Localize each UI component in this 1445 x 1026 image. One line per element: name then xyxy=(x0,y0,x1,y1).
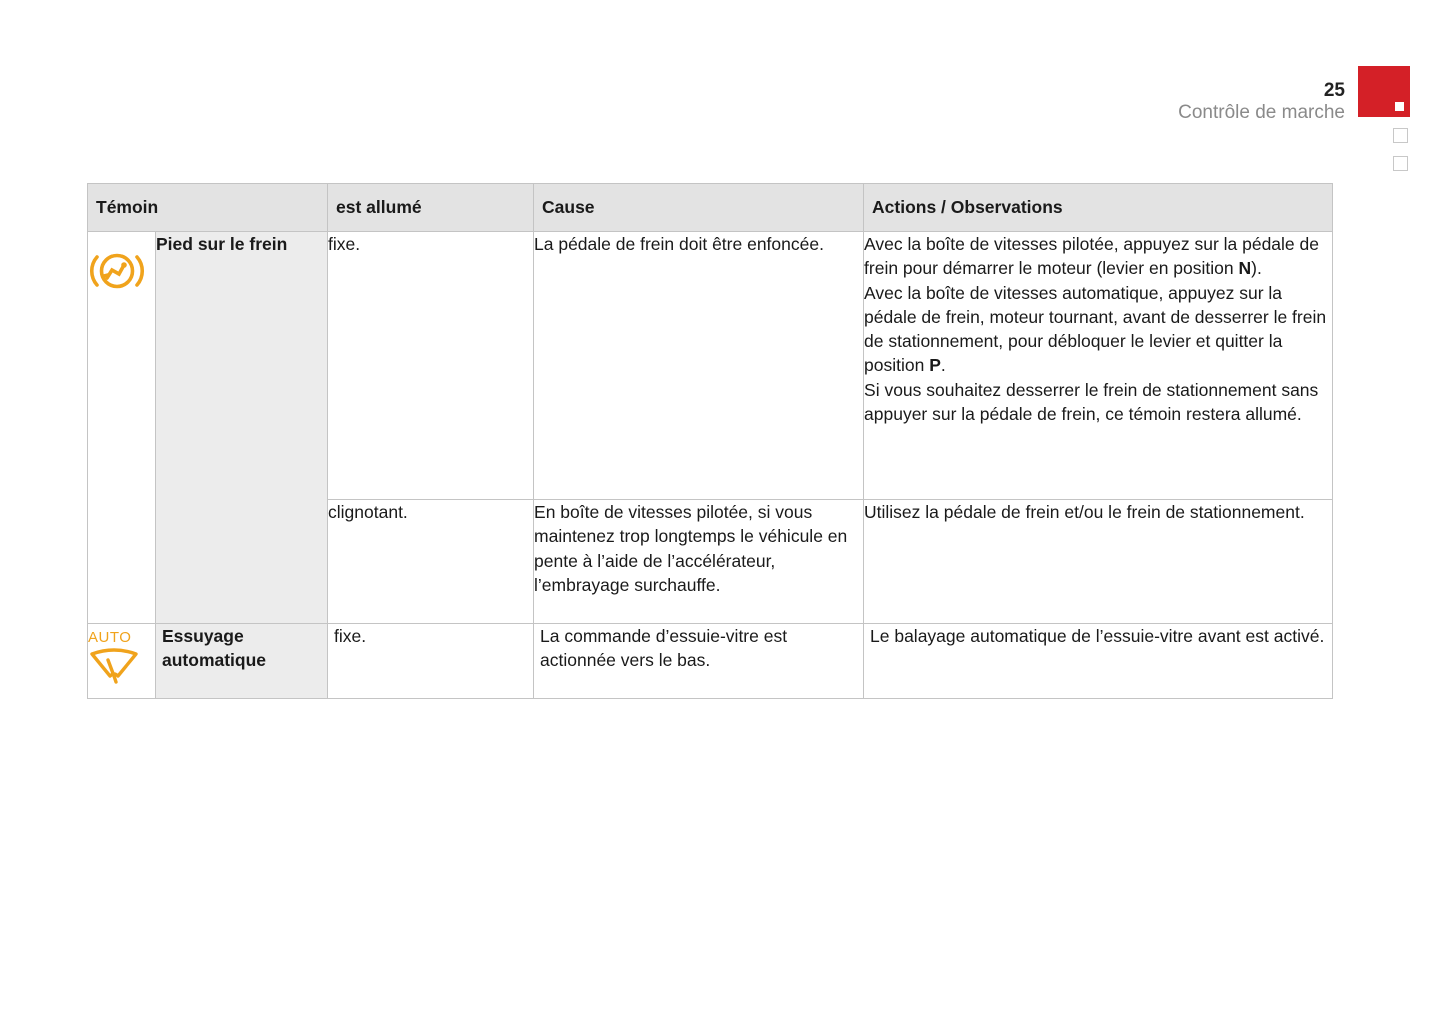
action-paragraph: Avec la boîte de vitesses automatique, appuyez sur la pédale de frein, moteur tournant, avant de desserrer le frein de stationnement, pour débloquer le levier et quitter la position P. xyxy=(864,282,1327,376)
page-header xyxy=(1178,80,1345,124)
actions-cell: Utilisez la pédale de frein et/ou le frein de stationnement. xyxy=(864,500,1333,624)
chapter-tab-mark xyxy=(1395,102,1404,111)
state-cell: fixe. xyxy=(328,624,534,699)
cause-cell: En boîte de vitesses pilotée, si vous maintenez trop longtemps le véhicule en pente à l’aide de l’accélérateur, l’embrayage surchauffe. xyxy=(534,500,864,624)
page-number: 25 xyxy=(1323,80,1345,101)
column-header-est-allume: est allumé xyxy=(328,184,534,232)
actions-cell: Le balayage automatique de l’essuie-vitre avant est activé. xyxy=(864,624,1333,699)
lamp-icon-cell xyxy=(88,232,156,624)
state-cell: clignotant. xyxy=(328,500,534,624)
actions-cell xyxy=(864,232,1333,500)
action-paragraph: Si vous souhaitez desserrer le frein de stationnement sans appuyer sur la pédale de frein, ce témoin restera allumé. xyxy=(864,379,1319,425)
cause-cell: La pédale de frein doit être enfoncée. xyxy=(534,232,864,500)
warning-lamp-table xyxy=(87,183,1333,699)
column-header-cause: Cause xyxy=(534,184,864,232)
lamp-name: Pied sur le frein xyxy=(156,234,288,254)
chapter-marker-empty xyxy=(1393,156,1408,171)
lamp-name: Essuyage automatique xyxy=(162,626,267,671)
action-paragraph: Avec la boîte de vitesses pilotée, appuyez sur la pédale de frein pour démarrer le moteur (levier en position N). xyxy=(864,234,1319,279)
brake-pedal-warning-icon xyxy=(88,232,155,300)
state-cell: fixe. xyxy=(328,232,534,500)
chapter-marker-empty xyxy=(1393,128,1408,143)
table-header-row xyxy=(88,184,1333,232)
auto-wiper-icon xyxy=(88,630,155,690)
table-row xyxy=(88,624,1333,699)
lamp-name-cell xyxy=(156,624,328,699)
chapter-tab xyxy=(1358,66,1410,117)
lamp-name-cell xyxy=(156,232,328,624)
cause-cell: La commande d’essuie-vitre est actionnée vers le bas. xyxy=(534,624,864,699)
section-title: Contrôle de marche xyxy=(1178,102,1345,123)
table-row xyxy=(88,232,1333,500)
lamp-icon-cell xyxy=(88,624,156,699)
auto-label: AUTO xyxy=(88,629,132,646)
column-header-actions: Actions / Observations xyxy=(864,184,1333,232)
column-header-temoin: Témoin xyxy=(88,184,328,232)
